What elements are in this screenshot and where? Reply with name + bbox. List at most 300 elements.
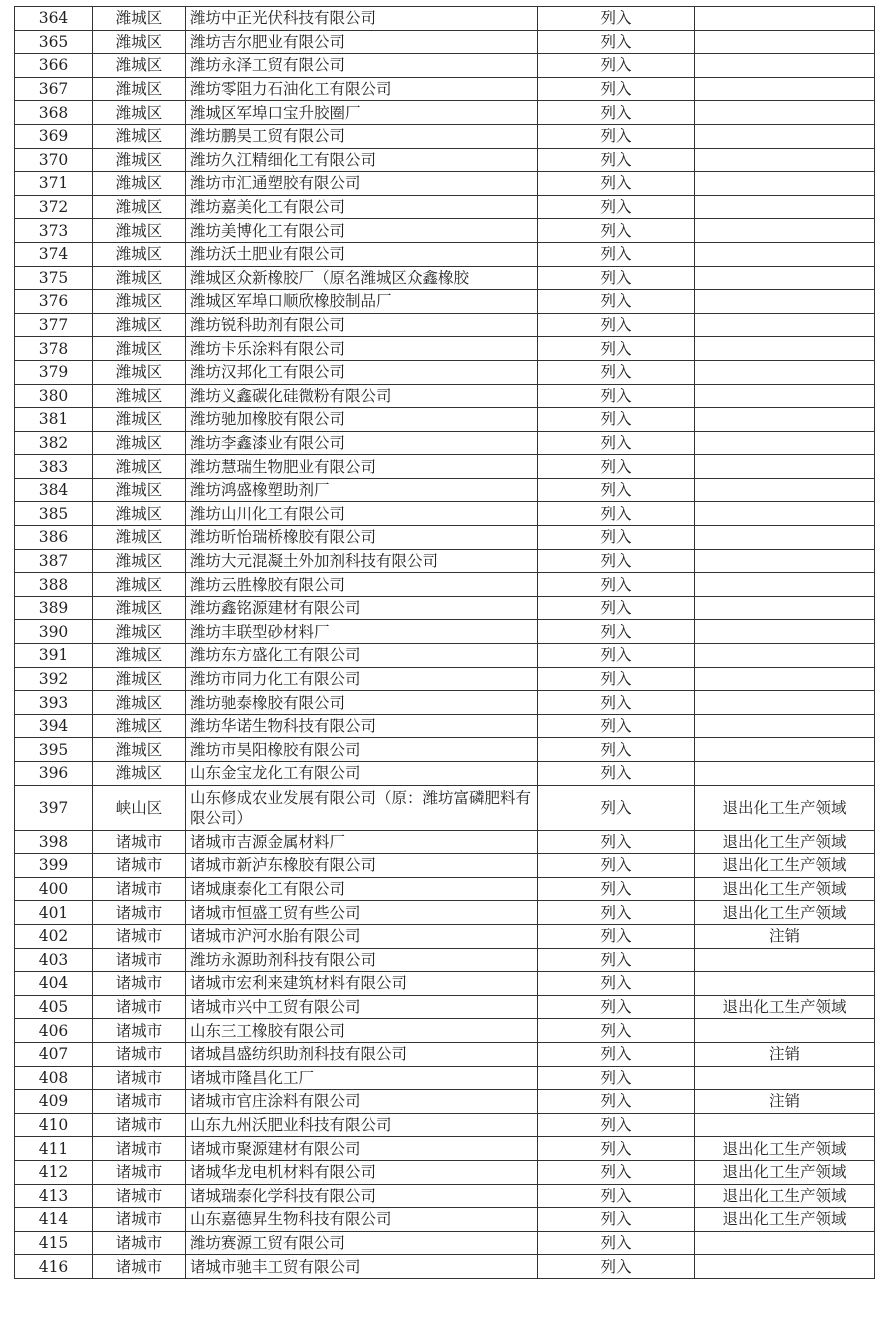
row-number-cell: 377 [15,313,93,337]
note-cell [695,30,875,54]
company-name-cell: 潍坊美博化工有限公司 [186,219,538,243]
district-cell: 诸城市 [93,972,186,996]
company-name-cell: 潍坊鸿盛橡塑助剂厂 [186,478,538,502]
status-cell: 列入 [538,1042,695,1066]
table-row [15,644,875,668]
district-cell: 潍城区 [93,360,186,384]
note-cell: 退出化工生产领域 [695,1184,875,1208]
note-cell [695,714,875,738]
company-name-cell: 山东修成农业发展有限公司（原：潍坊富磷肥料有限公司） [186,785,538,830]
row-number-cell: 365 [15,30,93,54]
row-number-cell: 385 [15,502,93,526]
status-cell: 列入 [538,266,695,290]
company-name-cell: 潍坊丰联型砂材料厂 [186,620,538,644]
note-cell: 退出化工生产领域 [695,901,875,925]
district-cell: 潍城区 [93,714,186,738]
district-cell: 诸城市 [93,1184,186,1208]
table-row [15,195,875,219]
district-cell: 潍城区 [93,667,186,691]
table-row [15,995,875,1019]
row-number-cell: 406 [15,1019,93,1043]
table-row [15,1208,875,1232]
company-name-cell: 山东嘉德昇生物科技有限公司 [186,1208,538,1232]
row-number-cell: 375 [15,266,93,290]
note-cell [695,478,875,502]
status-cell: 列入 [538,408,695,432]
company-name-cell: 诸城华龙电机材料有限公司 [186,1160,538,1184]
company-name-cell: 潍坊市昊阳橡胶有限公司 [186,738,538,762]
district-cell: 诸城市 [93,1090,186,1114]
note-cell: 退出化工生产领域 [695,877,875,901]
note-cell [695,502,875,526]
note-cell [695,219,875,243]
note-cell [695,549,875,573]
status-cell: 列入 [538,620,695,644]
company-name-cell: 诸城市沪河水胎有限公司 [186,924,538,948]
table-row [15,455,875,479]
district-cell: 潍城区 [93,219,186,243]
table-row [15,1231,875,1255]
company-name-cell: 诸城市隆昌化工厂 [186,1066,538,1090]
note-cell [695,1255,875,1279]
table-row [15,172,875,196]
district-cell: 潍城区 [93,337,186,361]
company-name-cell: 诸城市新泸东橡胶有限公司 [186,854,538,878]
table-row [15,738,875,762]
note-cell [695,7,875,31]
note-cell [695,1113,875,1137]
district-cell: 潍城区 [93,313,186,337]
note-cell [695,526,875,550]
table-row [15,785,875,830]
table-row [15,266,875,290]
district-cell: 诸城市 [93,924,186,948]
company-name-cell: 潍坊昕怡瑞桥橡胶有限公司 [186,526,538,550]
status-cell: 列入 [538,1231,695,1255]
company-name-cell: 潍坊永泽工贸有限公司 [186,54,538,78]
company-name-cell: 潍坊驰泰橡胶有限公司 [186,691,538,715]
district-cell: 诸城市 [93,877,186,901]
district-cell: 潍城区 [93,290,186,314]
status-cell: 列入 [538,54,695,78]
company-name-cell: 潍坊华诺生物科技有限公司 [186,714,538,738]
note-cell [695,972,875,996]
company-name-cell: 潍坊大元混凝土外加剂科技有限公司 [186,549,538,573]
note-cell [695,1019,875,1043]
note-cell [695,948,875,972]
note-cell [695,266,875,290]
table-row [15,596,875,620]
district-cell: 潍城区 [93,148,186,172]
status-cell: 列入 [538,1160,695,1184]
note-cell [695,691,875,715]
company-name-cell: 潍坊中正光伏科技有限公司 [186,7,538,31]
status-cell: 列入 [538,30,695,54]
status-cell: 列入 [538,313,695,337]
table-row [15,124,875,148]
status-cell: 列入 [538,1137,695,1161]
district-cell: 潍城区 [93,266,186,290]
company-name-cell: 诸城市聚源建材有限公司 [186,1137,538,1161]
note-cell [695,408,875,432]
row-number-cell: 373 [15,219,93,243]
table-row [15,384,875,408]
row-number-cell: 398 [15,830,93,854]
status-cell: 列入 [538,124,695,148]
table-row [15,549,875,573]
status-cell: 列入 [538,995,695,1019]
status-cell: 列入 [538,77,695,101]
row-number-cell: 381 [15,408,93,432]
company-name-cell: 潍坊汉邦化工有限公司 [186,360,538,384]
row-number-cell: 380 [15,384,93,408]
row-number-cell: 400 [15,877,93,901]
district-cell: 诸城市 [93,1042,186,1066]
company-name-cell: 潍坊李鑫漆业有限公司 [186,431,538,455]
table-body [15,7,875,1279]
note-cell [695,148,875,172]
company-name-cell: 潍坊卡乐涂料有限公司 [186,337,538,361]
status-cell: 列入 [538,526,695,550]
company-name-cell: 潍坊嘉美化工有限公司 [186,195,538,219]
status-cell: 列入 [538,148,695,172]
district-cell: 潍城区 [93,596,186,620]
note-cell [695,573,875,597]
status-cell: 列入 [538,502,695,526]
row-number-cell: 401 [15,901,93,925]
company-name-cell: 潍坊永源助剂科技有限公司 [186,948,538,972]
district-cell: 诸城市 [93,1137,186,1161]
row-number-cell: 413 [15,1184,93,1208]
note-cell: 注销 [695,1090,875,1114]
table-row [15,337,875,361]
note-cell: 退出化工生产领域 [695,1137,875,1161]
row-number-cell: 412 [15,1160,93,1184]
note-cell [695,455,875,479]
note-cell [695,172,875,196]
district-cell: 潍城区 [93,124,186,148]
row-number-cell: 410 [15,1113,93,1137]
company-name-cell: 潍坊市同力化工有限公司 [186,667,538,691]
company-name-cell: 山东三工橡胶有限公司 [186,1019,538,1043]
company-name-cell: 潍坊山川化工有限公司 [186,502,538,526]
table-row [15,1019,875,1043]
status-cell: 列入 [538,1208,695,1232]
company-name-cell: 潍坊沃土肥业有限公司 [186,242,538,266]
row-number-cell: 384 [15,478,93,502]
status-cell: 列入 [538,1090,695,1114]
row-number-cell: 405 [15,995,93,1019]
note-cell: 退出化工生产领域 [695,995,875,1019]
company-name-cell: 潍坊锐科助剂有限公司 [186,313,538,337]
status-cell: 列入 [538,242,695,266]
note-cell [695,644,875,668]
district-cell: 潍城区 [93,172,186,196]
company-name-cell: 潍坊慧瑞生物肥业有限公司 [186,455,538,479]
status-cell: 列入 [538,854,695,878]
status-cell: 列入 [538,738,695,762]
table-row [15,1113,875,1137]
status-cell: 列入 [538,290,695,314]
row-number-cell: 367 [15,77,93,101]
row-number-cell: 378 [15,337,93,361]
note-cell: 退出化工生产领域 [695,854,875,878]
status-cell: 列入 [538,219,695,243]
district-cell: 潍城区 [93,242,186,266]
row-number-cell: 403 [15,948,93,972]
status-cell: 列入 [538,573,695,597]
district-cell: 潍城区 [93,30,186,54]
status-cell: 列入 [538,431,695,455]
district-cell: 潍城区 [93,738,186,762]
row-number-cell: 394 [15,714,93,738]
table-row [15,526,875,550]
table-row [15,431,875,455]
company-name-cell: 山东金宝龙化工有限公司 [186,762,538,786]
district-cell: 诸城市 [93,948,186,972]
row-number-cell: 402 [15,924,93,948]
status-cell: 列入 [538,1019,695,1043]
district-cell: 诸城市 [93,830,186,854]
district-cell: 潍城区 [93,7,186,31]
district-cell: 潍城区 [93,54,186,78]
note-cell: 退出化工生产领域 [695,1208,875,1232]
row-number-cell: 372 [15,195,93,219]
note-cell [695,620,875,644]
district-cell: 诸城市 [93,995,186,1019]
company-name-cell: 潍坊鹏昊工贸有限公司 [186,124,538,148]
status-cell: 列入 [538,762,695,786]
company-name-cell: 诸城市官庄涂料有限公司 [186,1090,538,1114]
table-row [15,502,875,526]
row-number-cell: 399 [15,854,93,878]
note-cell: 退出化工生产领域 [695,785,875,830]
table-row [15,408,875,432]
district-cell: 潍城区 [93,431,186,455]
district-cell: 潍城区 [93,762,186,786]
note-cell [695,667,875,691]
row-number-cell: 382 [15,431,93,455]
district-cell: 诸城市 [93,1019,186,1043]
row-number-cell: 374 [15,242,93,266]
status-cell: 列入 [538,7,695,31]
status-cell: 列入 [538,360,695,384]
status-cell: 列入 [538,101,695,125]
table-row [15,1137,875,1161]
row-number-cell: 397 [15,785,93,830]
company-name-cell: 潍坊驰加橡胶有限公司 [186,408,538,432]
row-number-cell: 407 [15,1042,93,1066]
table-row [15,478,875,502]
company-name-cell: 潍坊赛源工贸有限公司 [186,1231,538,1255]
status-cell: 列入 [538,478,695,502]
district-cell: 诸城市 [93,1160,186,1184]
status-cell: 列入 [538,830,695,854]
table-row [15,573,875,597]
table-row [15,1042,875,1066]
district-cell: 潍城区 [93,691,186,715]
table-row [15,1184,875,1208]
table-row [15,1255,875,1279]
district-cell: 峡山区 [93,785,186,830]
table-row [15,30,875,54]
row-number-cell: 369 [15,124,93,148]
table-row [15,7,875,31]
district-cell: 潍城区 [93,77,186,101]
table-row [15,620,875,644]
company-name-cell: 诸城康泰化工有限公司 [186,877,538,901]
row-number-cell: 379 [15,360,93,384]
note-cell [695,290,875,314]
company-name-cell: 潍坊鑫铭源建材有限公司 [186,596,538,620]
status-cell: 列入 [538,1184,695,1208]
enterprise-list-table [14,6,875,1279]
row-number-cell: 366 [15,54,93,78]
table-row [15,77,875,101]
status-cell: 列入 [538,714,695,738]
table-row [15,54,875,78]
company-name-cell: 诸城昌盛纺织助剂科技有限公司 [186,1042,538,1066]
district-cell: 潍城区 [93,455,186,479]
company-name-cell: 诸城市恒盛工贸有些公司 [186,901,538,925]
row-number-cell: 387 [15,549,93,573]
status-cell: 列入 [538,384,695,408]
district-cell: 潍城区 [93,384,186,408]
row-number-cell: 391 [15,644,93,668]
note-cell [695,54,875,78]
row-number-cell: 371 [15,172,93,196]
status-cell: 列入 [538,1255,695,1279]
note-cell: 注销 [695,924,875,948]
row-number-cell: 389 [15,596,93,620]
note-cell: 退出化工生产领域 [695,1160,875,1184]
table-row [15,360,875,384]
district-cell: 诸城市 [93,854,186,878]
district-cell: 诸城市 [93,1231,186,1255]
company-name-cell: 诸城瑞泰化学科技有限公司 [186,1184,538,1208]
row-number-cell: 409 [15,1090,93,1114]
status-cell: 列入 [538,1113,695,1137]
table-row [15,924,875,948]
table-row [15,1066,875,1090]
row-number-cell: 392 [15,667,93,691]
district-cell: 潍城区 [93,620,186,644]
table-row [15,219,875,243]
row-number-cell: 376 [15,290,93,314]
district-cell: 潍城区 [93,502,186,526]
row-number-cell: 415 [15,1231,93,1255]
row-number-cell: 396 [15,762,93,786]
status-cell: 列入 [538,924,695,948]
status-cell: 列入 [538,455,695,479]
status-cell: 列入 [538,549,695,573]
company-name-cell: 潍城区众新橡胶厂（原名潍城区众鑫橡胶 [186,266,538,290]
table-row [15,972,875,996]
company-name-cell: 潍城区军埠口宝升胶圈厂 [186,101,538,125]
row-number-cell: 411 [15,1137,93,1161]
note-cell [695,337,875,361]
status-cell: 列入 [538,596,695,620]
note-cell [695,313,875,337]
note-cell [695,77,875,101]
table-row [15,101,875,125]
table-row [15,667,875,691]
company-name-cell: 潍坊吉尔肥业有限公司 [186,30,538,54]
district-cell: 潍城区 [93,573,186,597]
note-cell [695,738,875,762]
table-row [15,1090,875,1114]
status-cell: 列入 [538,644,695,668]
company-name-cell: 潍坊久江精细化工有限公司 [186,148,538,172]
row-number-cell: 414 [15,1208,93,1232]
note-cell [695,384,875,408]
status-cell: 列入 [538,195,695,219]
note-cell [695,195,875,219]
table-row [15,854,875,878]
note-cell [695,1066,875,1090]
company-name-cell: 诸城市吉源金属材料厂 [186,830,538,854]
district-cell: 潍城区 [93,478,186,502]
note-cell: 注销 [695,1042,875,1066]
row-number-cell: 404 [15,972,93,996]
table-row [15,877,875,901]
district-cell: 潍城区 [93,644,186,668]
district-cell: 潍城区 [93,549,186,573]
note-cell [695,596,875,620]
company-name-cell: 潍坊零阻力石油化工有限公司 [186,77,538,101]
note-cell [695,1231,875,1255]
row-number-cell: 388 [15,573,93,597]
table-row [15,148,875,172]
status-cell: 列入 [538,337,695,361]
district-cell: 诸城市 [93,1066,186,1090]
company-name-cell: 潍坊东方盛化工有限公司 [186,644,538,668]
district-cell: 诸城市 [93,1208,186,1232]
company-name-cell: 山东九州沃肥业科技有限公司 [186,1113,538,1137]
district-cell: 潍城区 [93,408,186,432]
note-cell [695,101,875,125]
row-number-cell: 416 [15,1255,93,1279]
district-cell: 潍城区 [93,195,186,219]
district-cell: 潍城区 [93,101,186,125]
table-row [15,901,875,925]
table-row [15,313,875,337]
note-cell [695,360,875,384]
row-number-cell: 383 [15,455,93,479]
company-name-cell: 潍城区军埠口顺欣橡胶制品厂 [186,290,538,314]
company-name-cell: 潍坊市汇通塑胶有限公司 [186,172,538,196]
district-cell: 潍城区 [93,526,186,550]
status-cell: 列入 [538,691,695,715]
note-cell [695,124,875,148]
row-number-cell: 368 [15,101,93,125]
district-cell: 诸城市 [93,1255,186,1279]
status-cell: 列入 [538,785,695,830]
company-name-cell: 诸城市宏利来建筑材料有限公司 [186,972,538,996]
row-number-cell: 395 [15,738,93,762]
row-number-cell: 386 [15,526,93,550]
row-number-cell: 408 [15,1066,93,1090]
table-row [15,830,875,854]
company-name-cell: 潍坊云胜橡胶有限公司 [186,573,538,597]
table-row [15,1160,875,1184]
company-name-cell: 潍坊义鑫碳化硅微粉有限公司 [186,384,538,408]
status-cell: 列入 [538,172,695,196]
row-number-cell: 364 [15,7,93,31]
status-cell: 列入 [538,948,695,972]
status-cell: 列入 [538,972,695,996]
district-cell: 诸城市 [93,1113,186,1137]
